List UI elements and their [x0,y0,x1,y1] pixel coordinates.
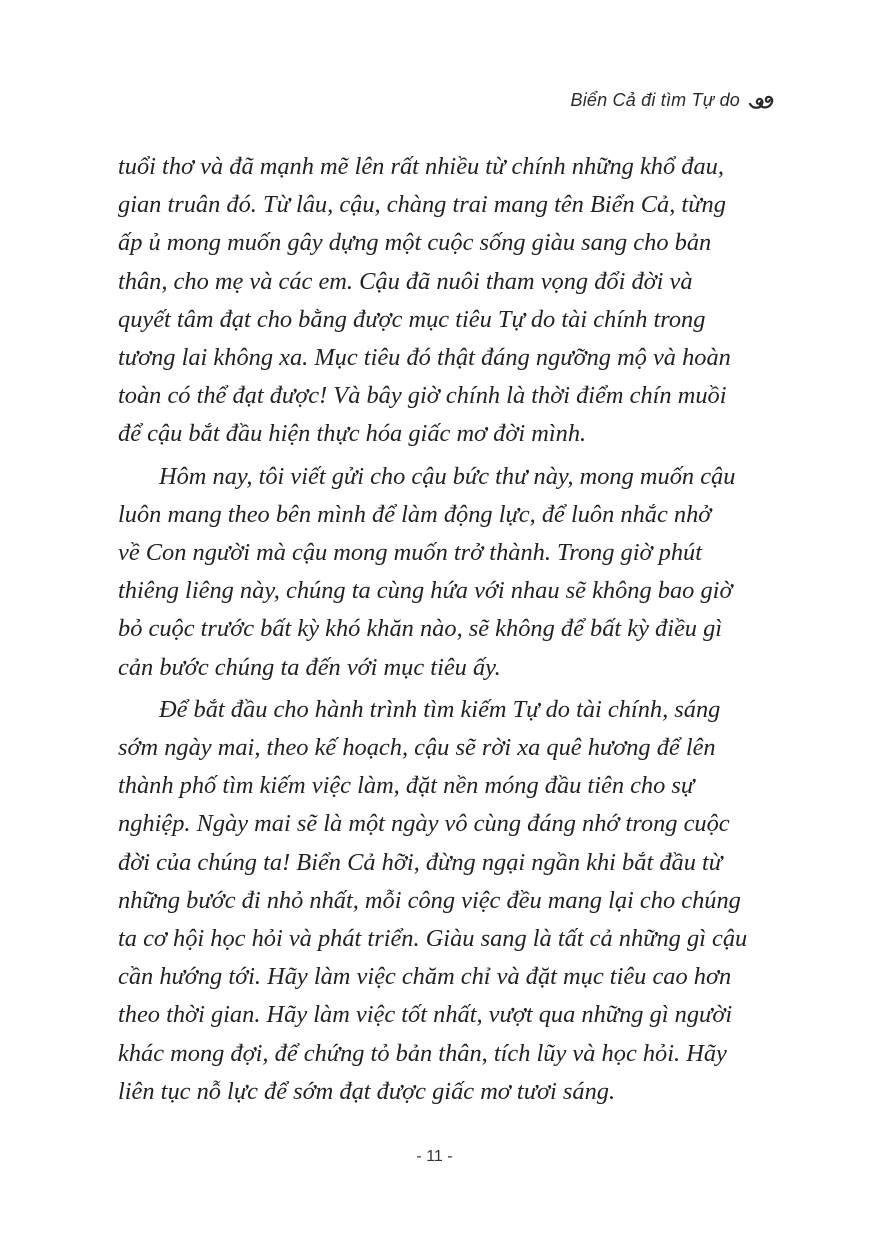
text-line: những bước đi nhỏ nhất, mỗi công việc đều mang lại cho chúng [118,886,741,914]
text-line: toàn có thể đạt được! Và bây giờ chính là thời điểm chín muồi [118,382,727,410]
text-line: sớm ngày mai, theo kế hoạch, cậu sẽ rời xa quê hương để lên [118,734,716,762]
text-line: nghiệp. Ngày mai sẽ là một ngày vô cùng đáng nhớ trong cuộc [118,810,730,838]
text-line: để cậu bắt đầu hiện thực hóa giấc mơ đời mình. [118,420,587,448]
text-line: Hôm nay, tôi viết gửi cho cậu bức thư này, mong muốn cậu [159,462,736,490]
text-line: quyết tâm đạt cho bằng được mục tiêu Tự do tài chính trong [118,305,706,333]
text-line: cần hướng tới. Hãy làm việc chăm chỉ và đặt mục tiêu cao hơn [118,963,732,991]
text-line: gian truân đó. Từ lâu, cậu, chàng trai mang tên Biển Cả, từng [118,191,726,219]
text-line: ấp ủ mong muốn gây dựng một cuộc sống giàu sang cho bản [118,229,712,257]
text-line: thiêng liêng này, chúng ta cùng hứa với nhau sẽ không bao giờ [118,577,733,605]
text-line: tuổi thơ và đã mạnh mẽ lên rất nhiều từ chính những khổ đau, [118,153,724,180]
text-line: luôn mang theo bên mình để làm động lực, để luôn nhắc nhở [118,500,712,528]
text-line: theo thời gian. Hãy làm việc tốt nhất, vượt qua những gì người [118,1001,733,1029]
paragraph-2 [118,458,758,687]
running-header [571,90,774,111]
wave-swirl-icon [748,92,774,110]
paragraph-3 [118,691,758,1111]
text-line: ta cơ hội học hỏi và phát triển. Giàu sang là tất cả những gì cậu [118,925,748,953]
running-title: Biển Cả đi tìm Tự do [570,90,740,110]
text-line: về Con người mà cậu mong muốn trở thành. Trong giờ phút [118,539,702,567]
text-line: bỏ cuộc trước bất kỳ khó khăn nào, sẽ không để bất kỳ điều gì [118,615,723,643]
paragraph-1 [118,148,758,454]
text-line: thành phố tìm kiếm việc làm, đặt nền móng đầu tiên cho sự [118,772,695,800]
text-line: liên tục nỗ lực để sớm đạt được giấc mơ tươi sáng. [118,1077,616,1105]
text-line: khác mong đợi, để chứng tỏ bản thân, tích lũy và học hỏi. Hãy [118,1039,727,1067]
text-line: đời của chúng ta! Biển Cả hỡi, đừng ngại ngần khi bắt đầu từ [118,848,723,876]
text-line: Để bắt đầu cho hành trình tìm kiếm Tự do tài chính, sáng [159,695,721,723]
page-number: - 11 - [416,1148,453,1165]
text-line: cản bước chúng ta đến với mục tiêu ấy. [118,653,501,681]
text-line: thân, cho mẹ và các em. Cậu đã nuôi tham vọng đổi đời và [118,267,693,295]
text-line: tương lai không xa. Mục tiêu đó thật đáng ngưỡng mộ và hoàn [118,344,731,372]
body-text [118,148,758,1111]
